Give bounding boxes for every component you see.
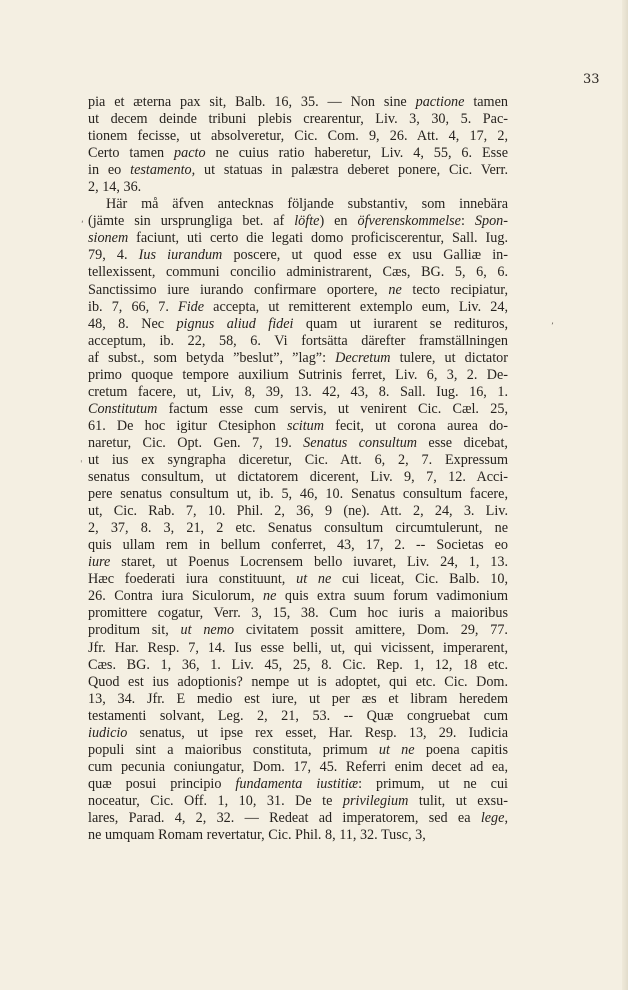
italic-term: Ius iurandum: [138, 247, 223, 264]
text-line: [88, 776, 508, 793]
text-line: [88, 401, 508, 418]
text-line: [88, 213, 508, 230]
italic-term: iudicio: [88, 724, 128, 741]
text-line: [88, 350, 508, 367]
text-segment: 2, 37, 8. 3, 21, 2 etc. Senatus consultum circumtulerunt, ne: [88, 520, 508, 537]
text-line: [88, 196, 508, 213]
text-segment: ,: [504, 809, 508, 826]
italic-term: Senatus consultum: [303, 434, 418, 451]
italic-term: ut nemo: [180, 622, 235, 639]
text-segment: quam ut iurarent se redituros,: [293, 315, 509, 332]
text-segment: pere senatus consultum ut, ib. 5, 46, 10. Senatus consultum facere,: [88, 486, 508, 503]
text-segment: esse dicebat,: [417, 434, 508, 451]
text-line: [88, 111, 508, 128]
text-line: [88, 725, 508, 742]
text-segment: 61. De hoc igitur Ctesiphon: [88, 417, 287, 434]
text-segment: quæ posui principio: [88, 775, 236, 792]
text-line: [88, 179, 508, 196]
text-line: [88, 299, 508, 316]
italic-term: ne: [263, 588, 277, 605]
text-line: [88, 691, 508, 708]
text-line: [88, 367, 508, 384]
italic-term: privilegium: [342, 792, 409, 809]
text-line: [88, 94, 508, 111]
text-segment: ut, Cic. Rab. 7, 10. Phil. 2, 36, 9 (ne). Att. 2, 24, 3. Liv.: [88, 503, 508, 520]
text-segment: poscere, ut quod esse ex usu Galliæ in-: [222, 247, 509, 264]
text-line: [88, 435, 508, 452]
italic-term: pacto: [174, 145, 206, 162]
text-segment: factum esse cum servis, ut venirent Cic. Cæl. 25,: [157, 400, 508, 417]
italic-term: testamento,: [130, 162, 196, 179]
margin-mark: ‘: [81, 220, 84, 230]
text-line: [88, 128, 508, 145]
text-segment: 2, 14, 36.: [88, 179, 142, 196]
text-segment: tamen: [464, 94, 508, 110]
text-line: [88, 605, 508, 622]
text-line: [88, 537, 508, 554]
text-line: [88, 588, 508, 605]
text-segment: senatus consultum, ut dictatorem dicerent, Liv. 9, 7, 12. Acci-: [88, 469, 508, 486]
italic-term: Decretum: [335, 349, 391, 366]
text-line: [88, 469, 508, 486]
text-segment: ut statuas in palæstra deberet ponere, Cic. Verr.: [195, 162, 508, 179]
text-segment: 26. Contra iura Siculorum,: [88, 588, 264, 605]
text-segment: tionem fecisse, ut absolveretur, Cic. Com. 9, 26. Att. 4, 17, 2,: [88, 128, 508, 145]
text-segment: fecit, ut corona aurea do-: [324, 417, 508, 434]
italic-term: ne: [388, 281, 402, 298]
text-segment: quis extra suum forum vadimonium: [276, 588, 508, 605]
text-segment: tecto recipiatur,: [401, 281, 509, 298]
text-segment: promittere cogatur, Verr. 3, 15, 38. Cum hoc iuris a maioribus: [88, 605, 508, 622]
text-line: [88, 282, 508, 299]
text-line: [88, 554, 508, 571]
text-line: [88, 810, 508, 827]
text-segment: accepta, ut remitterent extemplo eum, Liv. 24,: [204, 298, 508, 315]
text-segment: Hæc foederati iura constituunt,: [88, 571, 297, 588]
italic-term: pignus aliud fidei: [176, 315, 294, 332]
text-segment: af subst., som betyda ”beslut”, ”lag”:: [88, 349, 336, 366]
text-segment: :: [460, 213, 475, 230]
text-segment: Quod est ius adoptionis? nempe ut is adoptet, qui etc. Cic. Dom.: [88, 673, 508, 690]
italic-term: Fide: [178, 298, 205, 315]
text-line: [88, 827, 508, 844]
text-segment: 13, 34. Jfr. E medio est iure, ut per æs et libram heredem: [88, 690, 508, 707]
text-line: [88, 657, 508, 674]
text-segment: staret, ut Poenus Locrensem bello iuvaret, Liv. 24, 1, 13.: [110, 554, 508, 571]
text-line: [88, 384, 508, 401]
text-line: [88, 418, 508, 435]
italic-term: pactione: [415, 94, 465, 110]
text-line: [88, 742, 508, 759]
text-line: [88, 316, 508, 333]
text-line: [88, 247, 508, 264]
text-segment: Här må äfven antecknas följande substantiv, som innebära: [106, 196, 508, 213]
text-segment: cui liceat, Cic. Balb. 10,: [331, 571, 508, 588]
text-segment: quis ullam rem in bellum conferret, 43, 17, 2. -- Societas eo: [88, 537, 508, 554]
text-segment: ne umquam Romam revertatur, Cic. Phil. 8, 11, 32. Tusc, 3,: [88, 827, 426, 844]
italic-term: lege: [480, 809, 505, 826]
text-segment: tulit, ut exsu-: [408, 792, 508, 809]
text-segment: pia et æterna pax sit, Balb. 16, 35. — Non sine: [88, 94, 416, 110]
text-segment: noceatur, Cic. Off. 1, 10, 31. De te: [88, 792, 343, 809]
margin-mark: ˈ: [80, 460, 83, 470]
text-line: [88, 708, 508, 725]
text-segment: ne cuius ratio haberetur, Liv. 4, 55, 6. Esse: [205, 145, 508, 162]
text-line: [88, 333, 508, 350]
text-segment: senatus, ut ipse rex esset, Har. Resp. 13, 29. Iudicia: [127, 724, 508, 741]
text-segment: testamenti solvant, Leg. 2, 21, 53. -- Quæ congruebat cum: [88, 707, 508, 724]
text-segment: Sanctissimo iure iurando confirmare oportere,: [88, 281, 389, 298]
body-text: [88, 94, 508, 844]
text-line: [88, 571, 508, 588]
text-segment: ut decem deinde tribuni plebis crearentur, Liv. 3, 30, 5. Pac-: [88, 111, 508, 128]
text-segment: acceptum, ib. 22, 58, 6. Vi fortsätta därefter framställningen: [88, 332, 508, 349]
text-segment: Certo tamen: [88, 145, 175, 162]
text-line: [88, 520, 508, 537]
text-segment: cretum facere, ut, Liv, 8, 39, 13. 42, 43, 8. Sall. Iug. 16, 1.: [88, 383, 508, 400]
text-segment: poena capitis: [414, 741, 508, 758]
italic-term: Spon-: [474, 213, 508, 230]
text-segment: civitatem possit amittere, Dom. 29, 77.: [234, 622, 508, 639]
italic-term: ut ne: [296, 571, 332, 588]
text-line: [88, 486, 508, 503]
margin-mark: ʼ: [551, 322, 554, 332]
text-line: [88, 640, 508, 657]
text-line: [88, 264, 508, 281]
text-segment: naretur, Cic. Opt. Gen. 7, 19.: [88, 434, 304, 451]
text-segment: tellexissent, communi concilio administrarent, Cæs, BG. 5, 6, 6.: [88, 264, 508, 281]
text-line: [88, 759, 508, 776]
text-segment: : primum, ut ne cui: [358, 775, 508, 792]
text-line: [88, 503, 508, 520]
text-segment: 79, 4.: [88, 247, 139, 264]
text-segment: Cæs. BG. 1, 36, 1. Liv. 45, 25, 8. Cic. Rep. 1, 12, 18 etc.: [88, 656, 508, 673]
text-segment: populi sint a maioribus constituta, primum: [88, 741, 379, 758]
italic-term: ut ne: [378, 741, 415, 758]
text-segment: ) en: [319, 213, 358, 230]
page-edge-shadow: [622, 0, 628, 990]
text-segment: lares, Parad. 4, 2, 32. — Redeat ad imperatorem, sed ea: [88, 809, 481, 826]
text-line: [88, 793, 508, 810]
text-segment: ib. 7, 66, 7.: [88, 298, 179, 315]
text-segment: proditum sit,: [88, 622, 181, 639]
italic-term: scitum: [286, 417, 325, 434]
text-line: [88, 230, 508, 247]
text-segment: ut ius ex syngrapha diceretur, Cic. Att. 6, 2, 7. Expressum: [88, 451, 508, 468]
text-segment: (jämte sin ursprungliga bet. af: [88, 213, 295, 230]
text-segment: cum pecunia coniungatur, Dom. 17, 45. Referri enim decet ad ea,: [88, 758, 508, 775]
text-line: [88, 452, 508, 469]
italic-term: Constitutum: [88, 400, 158, 417]
italic-term: öfverenskommelse: [357, 213, 461, 230]
text-segment: 48, 8. Nec: [88, 315, 177, 332]
text-line: [88, 622, 508, 639]
text-segment: primo quoque tempore auxilium Sutrinis ferret, Liv. 6, 3, 2. De-: [88, 366, 508, 383]
text-line: [88, 162, 508, 179]
italic-term: fundamenta iustitiæ: [235, 775, 359, 792]
italic-term: sionem: [88, 230, 129, 247]
page-number: 33: [583, 72, 600, 87]
text-segment: Jfr. Har. Resp. 7, 14. Ius esse belli, ut, qui vicissent, imperarent,: [88, 639, 508, 656]
text-line: [88, 145, 508, 162]
text-segment: in eo: [88, 162, 131, 179]
text-segment: faciunt, uti certo die legati domo proficiscerentur, Sall. Iug.: [128, 230, 508, 247]
text-line: [88, 674, 508, 691]
italic-term: löfte: [294, 213, 320, 230]
italic-term: iure: [88, 554, 111, 571]
text-segment: tulere, ut dictator: [390, 349, 508, 366]
